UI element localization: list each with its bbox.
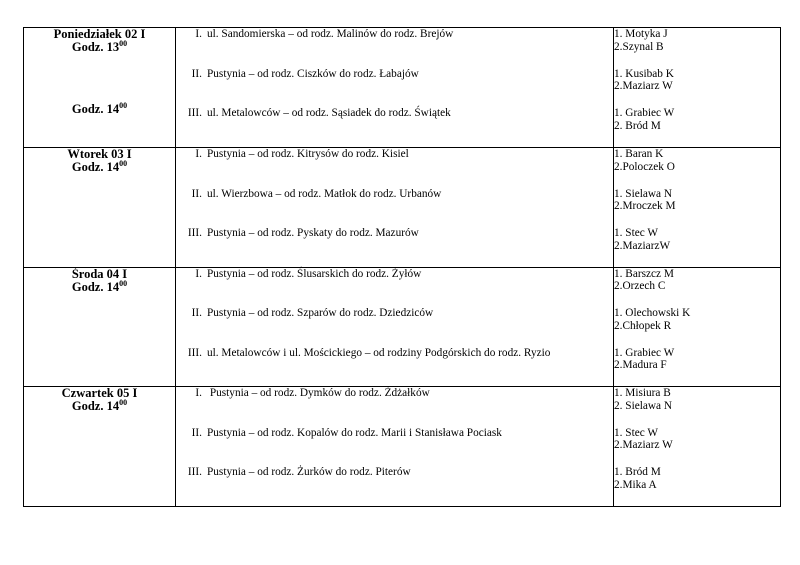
person-pair: 1. Baran K 2.Poloczek O (614, 148, 675, 173)
time-label: Godz. $13^{00}$ (71, 39, 128, 54)
routes-cell (176, 387, 614, 507)
day-cell (24, 28, 176, 148)
route-item: III. Pustynia – od rodz. Pyskaty do rodz. Mazurów (187, 227, 419, 239)
day-row-wednesday (24, 267, 781, 387)
time-label: Godz. $14^{00}$ (71, 398, 128, 413)
time-label: Godz. $14^{00}$ (71, 101, 128, 116)
people-cell (614, 267, 781, 387)
person-pair: 1. Kusibab K 2.Maziarz W (614, 67, 674, 93)
day-row-tuesday (24, 148, 781, 268)
routes-cell (176, 148, 614, 268)
day-label: Środa 04 I (71, 266, 128, 281)
people-cell (614, 148, 781, 268)
route-item: II. Pustynia – od rodz. Ciszków do rodz. Łabajów (191, 67, 419, 80)
day-row-monday (24, 28, 781, 148)
person-pair: 1. Stec W 2.Maziarz W (614, 426, 673, 452)
route-item: III. ul. Metalowców – od rodz. Sąsiadek do rodz. Świątek (187, 107, 451, 119)
people-cell (614, 28, 781, 148)
person-pair: 1. Olechowski K 2.Chłopek R (614, 307, 691, 332)
day-row-thursday (24, 387, 781, 507)
person-pair: 1. Motyka J 2.Szynal B (614, 28, 668, 53)
routes-cell (176, 28, 614, 148)
person-pair: 1. Sielawa N 2.Mroczek M (614, 187, 676, 213)
schedule-table (23, 27, 781, 507)
people-cell (614, 387, 781, 507)
route-item: I. Pustynia – od rodz. Ślusarskich do rodz. Żyłów (195, 267, 422, 280)
route-item: II. Pustynia – od rodz. Kopalów do rodz. Marii i Stanisława Pociask (191, 426, 502, 439)
day-cell (24, 148, 176, 268)
route-item: II. Pustynia – od rodz. Szparów do rodz. Dziedziców (191, 307, 434, 319)
day-label: Wtorek 03 I (67, 147, 132, 161)
route-item: I. Pustynia – od rodz. Kitrysów do rodz. Kisiel (195, 148, 409, 160)
route-item: II. ul. Wierzbowa – od rodz. Matłok do rodz. Urbanów (191, 187, 442, 200)
route-item: I. Pustynia – od rodz. Dymków do rodz. Żdżałków (195, 387, 430, 399)
person-pair: 1. Barszcz M 2.Orzech C (614, 267, 674, 293)
day-cell (24, 387, 176, 507)
day-label: Poniedziałek 02 I (53, 27, 146, 41)
person-pair: 1. Bród M 2.Mika A (614, 466, 661, 491)
person-pair: 1. Grabiec W 2. Bród M (614, 107, 675, 132)
person-pair: 1. Misiura B 2. Sielawa N (614, 387, 673, 412)
route-item: I. ul. Sandomierska – od rodz. Malinów do rodz. Brejów (195, 28, 454, 40)
route-item: III. Pustynia – od rodz. Żurków do rodz. Piterów (187, 466, 411, 478)
person-pair: 1. Grabiec W 2.Madura F (614, 346, 675, 372)
day-label: Czwartek 05 I (61, 386, 138, 400)
day-cell (24, 267, 176, 387)
time-label: Godz. $14^{00}$ (71, 278, 128, 294)
routes-cell (176, 267, 614, 387)
person-pair: 1. Stec W 2.MaziarzW (614, 227, 671, 252)
route-item: III. ul. Metalowców i ul. Mościckiego – od rodziny Podgórskich do rodz. Ryzio (187, 346, 551, 359)
time-label: Godz. $14^{00}$ (71, 159, 128, 174)
